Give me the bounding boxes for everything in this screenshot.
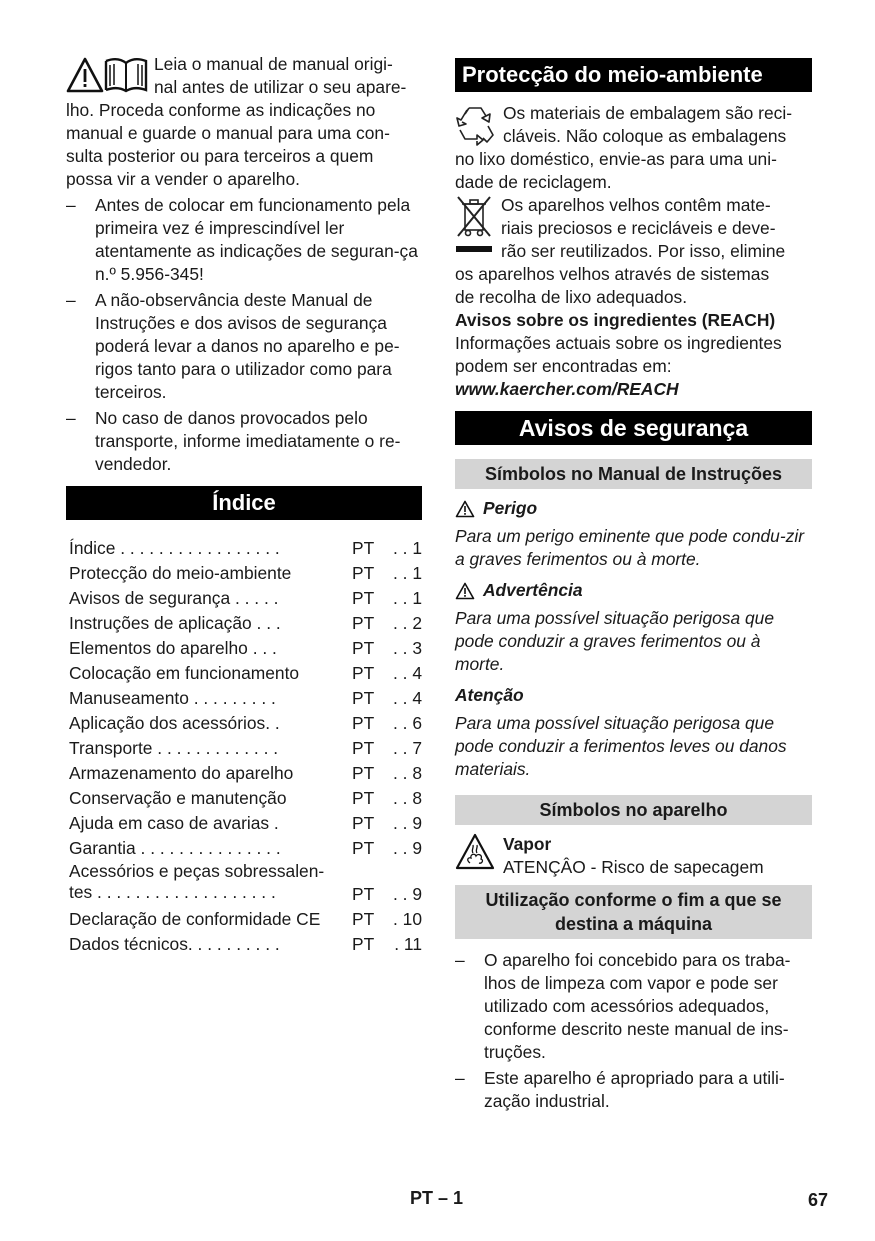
perigo-text: Para um perigo eminente que pode condu-zir a graves ferimentos ou à morte. (455, 526, 804, 569)
reach-heading: Avisos sobre os ingredientes (REACH) (455, 310, 776, 330)
list-item: – A não-observância deste Manual de Instruções e dos avisos de segurança poderá levar a danos no aparelho e pe-rigos tanto para o utilizador como para terceiros. (66, 290, 400, 402)
footer-page-label: PT – 1 (410, 1188, 464, 1208)
intro-bullet-list (66, 194, 422, 476)
hot-steam-warning-icon (455, 833, 495, 871)
list-item: – No caso de danos provocados pelo transporte, informe imediatamente o re-vendedor. (66, 408, 401, 474)
list-item: – Antes de colocar em funcionamento pela primeira vez é imprescindível ler atentamente as indicações de seguran-ça n.º 5.956-345! (66, 195, 418, 284)
crossed-bin-icon (455, 194, 493, 256)
weee-paragraph: Os aparelhos velhos contêm mate- riais preciosos e recicláveis e deve- rão ser reutilizados. Por isso, elimine os aparelhos velhos através de sistemas de recolha de lixo adequados. (455, 195, 786, 307)
advertencia-text: Para uma possível situação perigosa que pode conduzir a graves ferimentos ou à morte. (455, 608, 775, 674)
toc-row[interactable]: Índice . . . . . . . . . . . . . . . . . PT . . 1 (69, 538, 422, 558)
intro-paragraph (66, 53, 422, 191)
left-column (66, 53, 422, 957)
reach-text: Informações actuais sobre os ingredientes podem ser encontradas em: (455, 333, 782, 376)
intro-line: manual e guarde o manual para uma con- (66, 123, 390, 143)
recycle-icon (455, 102, 495, 146)
table-of-contents (66, 536, 422, 957)
toc-row[interactable]: Ajuda em caso de avarias . PT . . 9 (69, 813, 422, 833)
toc-row[interactable]: Avisos de segurança . . . . . PT . . 1 (69, 588, 422, 608)
toc-row[interactable]: Colocação em funcionamento PT . . 4 (69, 663, 422, 683)
advertencia-heading: Advertência (455, 579, 812, 602)
toc-row[interactable]: Conservação e manutenção PT . . 8 (69, 788, 422, 808)
list-item: – O aparelho foi concebido para os traba-lhos de limpeza com vapor e pode ser utilizado com acessórios adequados, conforme descrito neste manual de ins-truções. (455, 950, 791, 1062)
toc-row[interactable]: Acessórios e peças sobressalen- tes . . . . . . . . . . . . . . . . . . . PT . . 9 (69, 861, 422, 904)
toc-row[interactable]: Protecção do meio-ambiente PT . . 1 (69, 563, 422, 583)
safety-title: Avisos de segurança (455, 411, 812, 445)
toc-row[interactable]: Aplicação dos acessórios. . PT . . 6 (69, 713, 422, 733)
symbols-device-heading: Símbolos no aparelho (455, 795, 812, 825)
recycling-paragraph: Os materiais de embalagem são reci- cláveis. Não coloque as embalagens no lixo doméstico, envie-as para uma uni- dade de reciclagem. (455, 103, 792, 192)
toc-row[interactable]: Armazenamento do aparelho PT . . 8 (69, 763, 422, 783)
perigo-heading: Perigo (455, 497, 812, 520)
symbols-manual-heading: Símbolos no Manual de Instruções (455, 459, 812, 489)
intro-line: sulta posterior ou para terceiros a quem (66, 146, 374, 166)
environment-title: Protecção do meio-ambiente (455, 58, 812, 92)
index-title: Índice (66, 486, 422, 520)
warning-triangle-icon (455, 500, 475, 518)
intro-line: Leia o manual de manual origi- (154, 54, 393, 74)
reach-link[interactable]: www.kaercher.com/REACH (455, 379, 679, 399)
list-item: – Este aparelho é apropriado para a utili-zação industrial. (455, 1068, 785, 1111)
toc-row[interactable]: Declaração de conformidade CE PT . 10 (69, 909, 422, 929)
toc-row[interactable]: Garantia . . . . . . . . . . . . . . . PT . . 9 (69, 838, 422, 858)
atencao-heading: Atenção (455, 685, 524, 705)
intro-line: nal antes de utilizar o seu apare- (154, 77, 407, 97)
right-column (455, 58, 812, 1113)
vapor-symbol-block: Vapor ATENÇÂO - Risco de sapecagem (455, 833, 812, 879)
intro-line: lho. Proceda conforme as indicações no (66, 100, 376, 120)
warning-manual-icon (66, 53, 150, 97)
toc-row[interactable]: Dados técnicos. . . . . . . . . . PT . 11 (69, 934, 422, 954)
toc-row[interactable]: Elementos do aparelho . . . PT . . 3 (69, 638, 422, 658)
toc-row[interactable]: Transporte . . . . . . . . . . . . . PT . . 7 (69, 738, 422, 758)
footer-page-number: 67 (808, 1190, 829, 1210)
warning-triangle-icon (455, 582, 475, 600)
toc-row[interactable]: Instruções de aplicação . . . PT . . 2 (69, 613, 422, 633)
intended-use-heading: Utilização conforme o fim a que se destina a máquina (455, 885, 812, 939)
intro-line: possa vir a vender o aparelho. (66, 169, 300, 189)
atencao-text: Para uma possível situação perigosa que pode conduzir a ferimentos leves ou danos materiais. (455, 713, 787, 779)
intended-use-list (455, 949, 812, 1113)
toc-row[interactable]: Manuseamento . . . . . . . . . PT . . 4 (69, 688, 422, 708)
